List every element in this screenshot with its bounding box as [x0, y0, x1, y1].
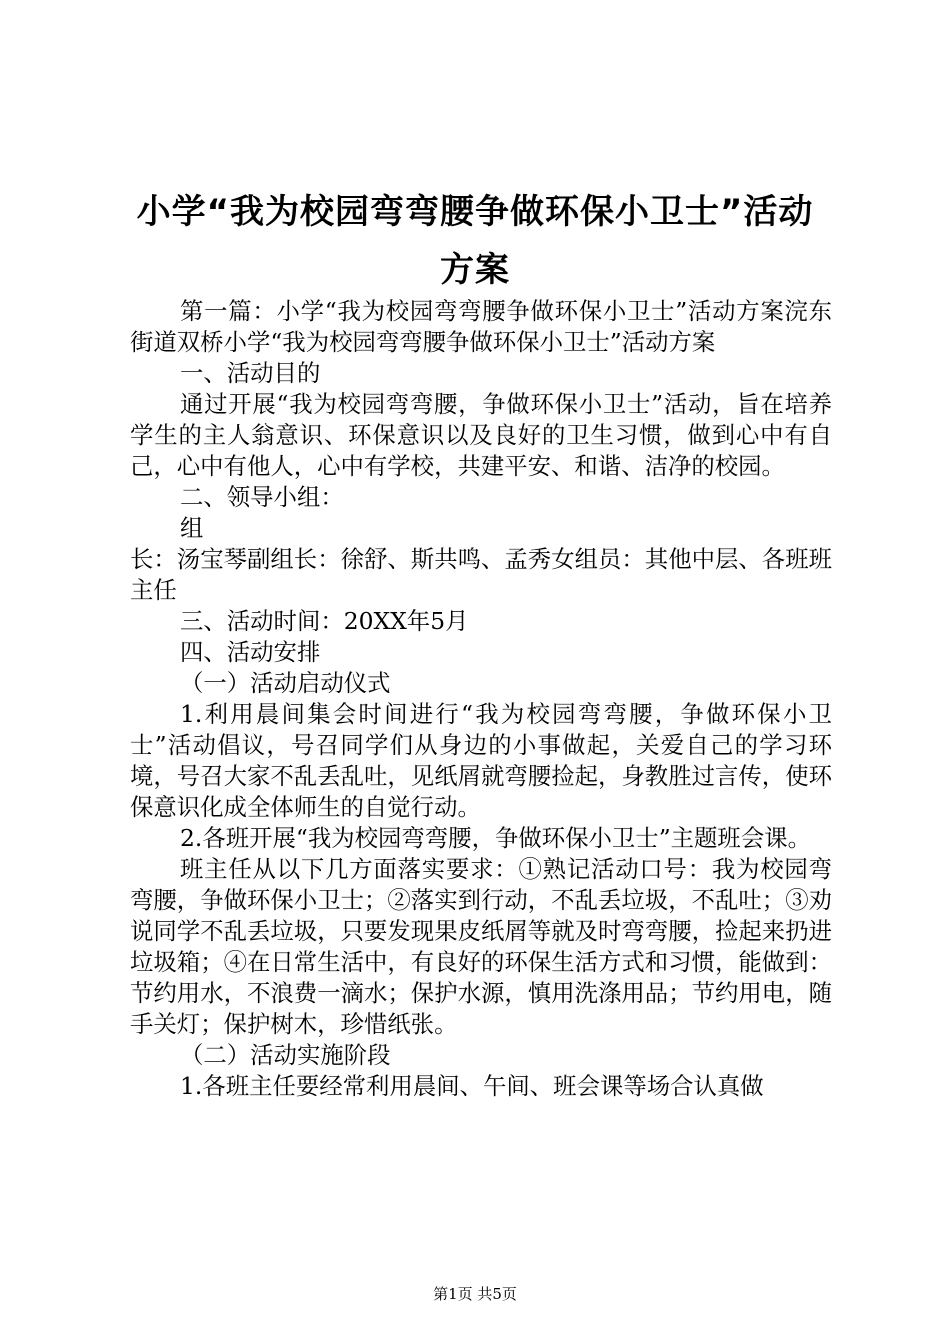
title-line-1: 小学“我为校园弯弯腰争做环保小卫士”活动: [136, 192, 814, 232]
subsection-heading: （二）活动实施阶段: [180, 1041, 391, 1069]
section-heading: 四、活动安排: [180, 638, 321, 666]
page-footer: 第1页 共5页: [433, 1285, 517, 1303]
paragraph: 2.各班开展“我为校园弯弯腰，争做环保小卫士”主题班会课。: [180, 824, 811, 852]
section-heading: 二、领导小组：: [180, 483, 344, 511]
paragraph: 通过开展“我为校园弯弯腰，争做环保小卫士”活动，旨在培养学生的主人翁意识、环保意识以及良好的卫生习惯，做到心中有自己，心中有他人，心中有学校，共建平安、和谐、洁净的校园。: [130, 390, 832, 480]
document-title: [120, 183, 830, 299]
section-heading: 三、活动时间：20XX年5月: [180, 607, 469, 635]
paragraph: 第一篇：小学“我为校园弯弯腰争做环保小卫士”活动方案浣东街道双桥小学“我为校园弯弯腰争做环保小卫士”活动方案: [130, 297, 832, 356]
paragraph: 1.利用晨间集会时间进行“我为校园弯弯腰，争做环保小卫士”活动倡议，号召同学们从身边的小事做起，关爱自己的学习环境，号召大家不乱丢乱吐，见纸屑就弯腰捡起，身教胜过言传，使环保意识化成全体师生的自觉行动。: [130, 700, 832, 821]
paragraph: 组: [180, 514, 204, 542]
title-line-2: 方案: [440, 250, 510, 290]
section-heading: 一、活动目的: [180, 359, 321, 387]
paragraph: 长：汤宝琴副组长：徐舒、斯共鸣、孟秀女组员：其他中层、各班班主任: [130, 545, 832, 604]
paragraph: 班主任从以下几方面落实要求：①熟记活动口号：我为校园弯弯腰，争做环保小卫士；②落实到行动，不乱丢垃圾，不乱吐；③劝说同学不乱丢垃圾，只要发现果皮纸屑等就及时弯弯腰，捡起来扔进垃圾箱；④在日常生活中，有良好的环保生活方式和习惯，能做到：节约用水，不浪费一滴水；保护水源，慎用洗涤用品；节约用电，随手关灯；保护树木，珍惜纸张。: [130, 855, 832, 1038]
paragraph: 1.各班主任要经常利用晨间、午间、班会课等场合认真做: [180, 1072, 764, 1100]
document-body: [130, 296, 832, 1102]
subsection-heading: （一）活动启动仪式: [180, 669, 391, 697]
